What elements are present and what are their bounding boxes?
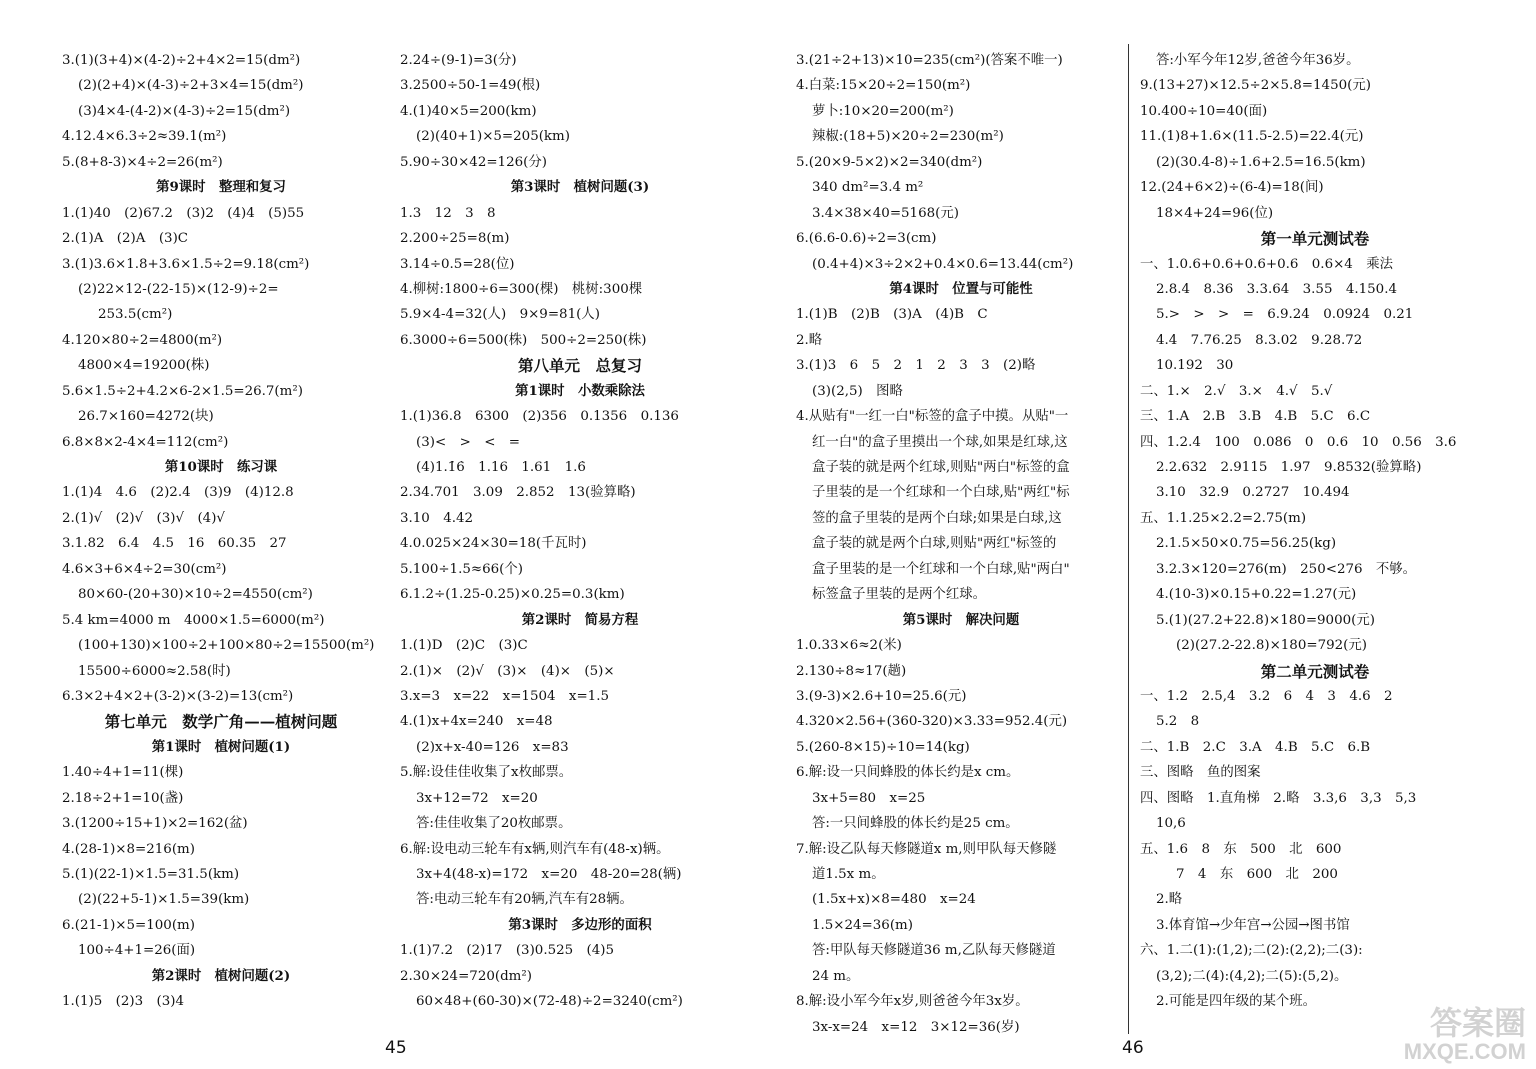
- answer-line: 1.3 12 3 8: [400, 205, 496, 221]
- answer-line: 1.40÷4+1=11(棵): [62, 765, 184, 781]
- answer-line: 3.10 4.42: [400, 510, 474, 526]
- answer-line: 红一白"的盒子里摸出一个球,如果是红球,这: [812, 434, 1068, 450]
- answer-line: 3x+4(48-x)=172 x=20 48-20=28(辆): [416, 867, 682, 882]
- answer-line: 答:佳佳收集了20枚邮票。: [416, 816, 572, 832]
- answer-line: 五、1.1.25×2.2=2.75(m): [1140, 510, 1307, 526]
- answer-line: 四、1.2.4 100 0.086 0 0.6 10 0.56 3.6: [1140, 434, 1457, 450]
- answer-line: 5.2 8: [1156, 714, 1200, 730]
- answer-line: 4.白菜:15×20÷2=150(m²): [796, 78, 971, 94]
- answer-line: 2.130÷8≈17(趟): [796, 663, 907, 679]
- answer-line: (3)4×4-(4-2)×(4-3)÷2=15(dm²): [78, 103, 291, 119]
- answer-line: 3.(1)(3+4)×(4-2)÷2+4×2=15(dm²): [62, 53, 301, 68]
- answer-line: 四、图略 1.直角梯 2.略 3.3,6 3,3 5,3: [1140, 790, 1417, 806]
- answer-line: 6.3×2+4×2+(3-2)×(3-2)=13(cm²): [62, 688, 294, 704]
- answer-line: 签的盒子里装的是两个白球;如果是白球,这: [812, 510, 1062, 526]
- answer-line: 8.解:设小军今年x岁,则爸爸今年3x岁。: [796, 994, 1029, 1010]
- answer-line: 1.(1)B (2)B (3)A (4)B C: [796, 307, 988, 323]
- answer-line: (2)(30.4-8)÷1.6+2.5=16.5(km): [1156, 154, 1366, 170]
- answer-line: 标签盒子里装的是两个红球。: [812, 587, 987, 603]
- page-number-right: 46: [1122, 1038, 1144, 1058]
- answer-line: 5.解:设佳佳收集了x枚邮票。: [400, 765, 573, 781]
- answer-line: 五、1.6 8 东 500 北 600: [1140, 841, 1342, 857]
- answer-line: 7.解:设乙队每天修隧道x m,则甲队每天修隧: [796, 841, 1057, 857]
- answer-line: 6.(6.6-0.6)÷2=3(cm): [796, 231, 937, 247]
- section-heading: 第1课时 小数乘除法: [515, 382, 645, 399]
- column-1: [62, 48, 380, 1015]
- answer-line: 2.34.701 3.09 2.852 13(验算略): [400, 485, 636, 501]
- answer-line: 2.200÷25=8(m): [400, 231, 510, 247]
- answer-line: 4.(1)x+4x=240 x=48: [400, 714, 553, 730]
- answer-line: 4.320×2.56+(360-320)×3.33=952.4(元): [796, 714, 1068, 730]
- answer-line: 10,6: [1156, 816, 1186, 832]
- answer-line: 4.柳树:1800÷6=300(棵) 桃树:300棵: [400, 281, 643, 297]
- answer-line: 253.5(cm²): [98, 307, 173, 323]
- answer-line: 3.2500÷50-1=49(根): [400, 78, 541, 94]
- answer-line: 4.(28-1)×8=216(m): [62, 841, 195, 857]
- answer-line: 2.8.4 8.36 3.3.64 3.55 4.150.4: [1156, 281, 1397, 297]
- answer-line: 2.可能是四年级的某个班。: [1156, 994, 1317, 1010]
- answer-line: 80×60-(20+30)×10÷2=4550(cm²): [78, 587, 313, 603]
- answer-line: (2)(2+4)×(4-3)÷2+3×4=15(dm²): [78, 78, 304, 94]
- answer-line: 6.1.2÷(1.25-0.25)×0.25=0.3(km): [400, 587, 625, 603]
- answer-line: 3.10 32.9 0.2727 10.494: [1156, 485, 1350, 501]
- answer-line: 5.9×4-4=32(人) 9×9=81(人): [400, 307, 600, 323]
- watermark-line-2: MXQE.COM: [1403, 1039, 1526, 1064]
- answer-line: 1.(1)5 (2)3 (3)4: [62, 994, 185, 1010]
- watermark-line-1: 答案圈: [1429, 1005, 1526, 1041]
- answer-line: 4.从贴有"一红一白"标签的盒子中摸。从贴"一: [796, 409, 1069, 425]
- answer-line: 二、1.B 2.C 3.A 4.B 5.C 6.B: [1140, 739, 1371, 755]
- answer-line: 2.(1)× (2)√ (3)× (4)× (5)×: [400, 663, 615, 679]
- answer-line: 26.7×160=4272(块): [78, 409, 214, 425]
- section-heading: 第2课时 植树问题(2): [151, 967, 291, 984]
- answer-line: 3.(1)3.6×1.8+3.6×1.5÷2=9.18(cm²): [62, 256, 310, 272]
- answer-line: 5.(20×9-5×2)×2=340(dm²): [796, 154, 983, 170]
- answer-line: 4.0.025×24×30=18(千瓦时): [400, 536, 587, 552]
- section-heading: 第4课时 位置与可能性: [889, 280, 1033, 297]
- answer-line: 10.192 30: [1156, 358, 1234, 374]
- answer-line: 5.(1)(27.2+22.8)×180=9000(元): [1156, 612, 1375, 628]
- answer-line: 5.90÷30×42=126(分): [400, 154, 547, 170]
- answer-line: 一、1.0.6+0.6+0.6+0.6 0.6×4 乘法: [1140, 256, 1393, 272]
- answer-line: 三、图略 鱼的图案: [1140, 765, 1261, 781]
- section-heading: 第八单元 总复习: [517, 356, 642, 376]
- answer-line: 6.解:设一只间蜂股的体长约是x cm。: [796, 765, 1020, 781]
- section-heading: 第10课时 练习课: [164, 459, 278, 475]
- answer-line: 2.(1)√ (2)√ (3)√ (4)√: [62, 510, 225, 526]
- answer-line: 1.(1)4 4.6 (2)2.4 (3)9 (4)12.8: [62, 485, 294, 501]
- section-heading: 第3课时 植树问题(3): [510, 179, 650, 196]
- answer-line: 子里装的是一个红球和一个白球,贴"两红"标: [812, 485, 1070, 501]
- answer-line: 3x+5=80 x=25: [812, 790, 926, 806]
- answer-line: (2)(27.2-22.8)×180=792(元): [1176, 638, 1367, 654]
- answer-line: 答:小军今年12岁,爸爸今年36岁。: [1156, 53, 1360, 68]
- section-heading: 第1课时 植树问题(1): [151, 738, 291, 755]
- column-4: [1140, 48, 1490, 1015]
- answer-line: 4.4 7.76.25 8.3.02 9.28.72: [1156, 332, 1363, 348]
- answer-line: 答:甲队每天修隧道36 m,乙队每天修隧道: [812, 943, 1056, 959]
- answer-line: (2)(22+5-1)×1.5=39(km): [78, 892, 250, 908]
- answer-line: 12.(24+6×2)÷(6-4)=18(间): [1140, 180, 1324, 196]
- answer-line: 盒子装的就是两个红球,则贴"两白"标签的盒: [812, 460, 1070, 475]
- section-heading: 第2课时 简易方程: [521, 611, 639, 628]
- section-heading: 第3课时 多边形的面积: [508, 916, 652, 933]
- answer-line: 1.5×24=36(m): [812, 917, 913, 933]
- answer-line: 5.4 km=4000 m 4000×1.5=6000(m²): [62, 612, 325, 628]
- answer-line: 24 m。: [812, 968, 860, 984]
- answer-line: 5.(1)(22-1)×1.5=31.5(km): [62, 867, 240, 882]
- answer-line: 1.0.33×6≈2(米): [796, 638, 902, 654]
- answer-line: 15500÷6000≈2.58(时): [78, 663, 231, 679]
- answer-line: 道1.5x m。: [812, 867, 885, 882]
- answer-line: 4.6×3+6×4÷2=30(cm²): [62, 561, 227, 577]
- answer-line: 1.(1)7.2 (2)17 (3)0.525 (4)5: [400, 943, 615, 959]
- answer-line: 3.(9-3)×2.6+10=25.6(元): [796, 688, 967, 704]
- answer-line: (0.4+4)×3÷2×2+0.4×0.6=13.44(cm²): [812, 256, 1074, 272]
- answer-line: (4)1.1̇6̇ 1.16 1.61 1.6̇: [416, 460, 586, 475]
- answer-line: 一、1.2 2.5,4 3.2 6 4 3 4.6 2: [1140, 688, 1393, 704]
- answer-line: 2.略: [1156, 892, 1183, 908]
- answer-line: (2)x+x-40=126 x=83: [416, 739, 569, 755]
- answer-line: 5.100÷1.5≈66(个): [400, 561, 523, 577]
- answer-line: 3.x=3 x=22 x=1504 x=1.5: [400, 688, 609, 704]
- section-heading: 第一单元测试卷: [1260, 229, 1370, 249]
- answer-line: 6.解:设电动三轮车有x辆,则汽车有(48-x)辆。: [400, 841, 670, 857]
- answer-line: (100+130)×100÷2+100×80÷2=15500(m²): [78, 638, 375, 654]
- answer-line: (2)22×12-(22-15)×(12-9)÷2=: [78, 281, 279, 297]
- column-3: [796, 48, 1126, 1040]
- answer-line: 2.(1)A (2)A (3)C: [62, 231, 189, 247]
- answer-line: 1.(1)36.8 6300 (2)356 0.1356 0.136: [400, 409, 679, 425]
- answer-line: 盒子里装的是一个红球和一个白球,贴"两白": [812, 561, 1070, 577]
- answer-line: 4.(1)40×5=200(km): [400, 103, 537, 119]
- answer-line: 2.2.632 2.9115 1.97 9.8532(验算略): [1156, 460, 1422, 475]
- answer-line: 4.120×80÷2=4800(m²): [62, 332, 223, 348]
- answer-line: 三、1.A 2.B 3.B 4.B 5.C 6.C: [1140, 409, 1371, 425]
- answer-line: 3.(21÷2+13)×10=235(cm²)(答案不唯一): [796, 53, 1063, 68]
- answer-line: (3)< > < =: [416, 434, 521, 450]
- answer-line: 3.2.3×120=276(m) 250<276 不够。: [1156, 561, 1417, 577]
- answer-line: 3x+12=72 x=20: [416, 790, 538, 806]
- answer-line: 2.30×24=720(dm²): [400, 968, 532, 984]
- answer-line: 100÷4+1=26(面): [78, 943, 196, 959]
- answer-line: 1.(1)40 (2)67.2 (3)2 (4)4 (5)55: [62, 205, 305, 221]
- answer-line: 1.(1)D (2)C (3)C: [400, 638, 528, 654]
- answer-line: 六、1.二(1):(1,2);二(2):(2,2);二(3):: [1140, 943, 1363, 959]
- answer-line: 答:一只间蜂股的体长约是25 cm。: [812, 816, 1019, 832]
- answer-line: 18×4+24=96(位): [1156, 205, 1274, 221]
- page-number-left: 45: [385, 1038, 407, 1058]
- answer-line: (3,2);二(4):(4,2);二(5):(5,2)。: [1156, 968, 1348, 984]
- answer-line: 3.(1200÷15+1)×2=162(盆): [62, 816, 248, 832]
- answer-line: 二、1.× 2.√ 3.× 4.√ 5.√: [1140, 383, 1333, 399]
- answer-line: (3)(2,5) 图略: [812, 383, 903, 399]
- answer-line: 60×48+(60-30)×(72-48)÷2=3240(cm²): [416, 994, 683, 1010]
- answer-line: 3.1.82 6.4 4.5 16 60.35 27: [62, 536, 287, 552]
- answer-line: 3x-x=24 x=12 3×12=36(岁): [812, 1019, 1020, 1035]
- answer-line: 3.体育馆→少年宫→公园→图书馆: [1156, 917, 1350, 933]
- section-heading: 第二单元测试卷: [1260, 661, 1370, 681]
- answer-line: 答:电动三轮车有20辆,汽车有28辆。: [416, 892, 633, 908]
- watermark-logo: [1404, 1007, 1526, 1063]
- answer-line: 5.> > > = 6.9.24 0.0924 0.21: [1156, 307, 1414, 323]
- answer-line: 3.14÷0.5=28(位): [400, 256, 515, 272]
- answer-line: 340 dm²=3.4 m²: [812, 180, 924, 196]
- section-heading: 第七单元 数学广角——植树问题: [104, 712, 338, 732]
- answer-line: 7 4 东 600 北 200: [1176, 867, 1338, 882]
- answer-line: 10.400÷10=40(面): [1140, 103, 1268, 119]
- answer-line: 盒子装的就是两个白球,则贴"两红"标签的: [812, 536, 1057, 552]
- answer-line: 5.(260-8×15)÷10=14(kg): [796, 739, 970, 755]
- answer-line: 4800×4=19200(株): [78, 358, 210, 374]
- answer-line: 萝卜:10×20=200(m²): [812, 103, 954, 119]
- answer-line: 辣椒:(18+5)×20÷2=230(m²): [812, 129, 1004, 145]
- answer-line: 5.6×1.5÷2+4.2×6-2×1.5=26.7(m²): [62, 383, 303, 399]
- answer-line: 6.8×8×2-4×4=112(cm²): [62, 434, 229, 450]
- answer-line: 11.(1)8+1.6×(11.5-2.5)=22.4(元): [1140, 129, 1364, 145]
- answer-line: 2.略: [796, 332, 823, 348]
- answer-line: 9.(13+27)×12.5÷2×5.8=1450(元): [1140, 78, 1371, 94]
- answer-line: 3.4×38×40=5168(元): [812, 205, 959, 221]
- answer-line: 6.3000÷6=500(株) 500÷2=250(株): [400, 332, 647, 348]
- answer-line: 4.(10-3)×0.15+0.22=1.27(元): [1156, 587, 1357, 603]
- column-divider: [1128, 44, 1129, 1034]
- answer-line: 4.12.4×6.3÷2≈39.1(m²): [62, 129, 227, 145]
- answer-line: 2.24÷(9-1)=3(分): [400, 53, 517, 68]
- answer-line: 5.(8+8-3)×4÷2=26(m²): [62, 154, 223, 170]
- answer-line: 3.(1)3 6 5 2 1 2 3 3 (2)略: [796, 358, 1036, 374]
- answer-line: 2.1.5×50×0.75=56.25(kg): [1156, 536, 1337, 552]
- section-heading: 第5课时 解决问题: [902, 611, 1020, 628]
- section-heading: 第9课时 整理和复习: [156, 179, 286, 196]
- answer-line: 2.18÷2+1=10(盏): [62, 790, 184, 806]
- column-2: [400, 48, 760, 1015]
- answer-line: (2)(40+1)×5=205(km): [416, 129, 570, 145]
- answer-line: (1.5x+x)×8=480 x=24: [812, 892, 976, 908]
- answer-line: 6.(21-1)×5=100(m): [62, 917, 195, 933]
